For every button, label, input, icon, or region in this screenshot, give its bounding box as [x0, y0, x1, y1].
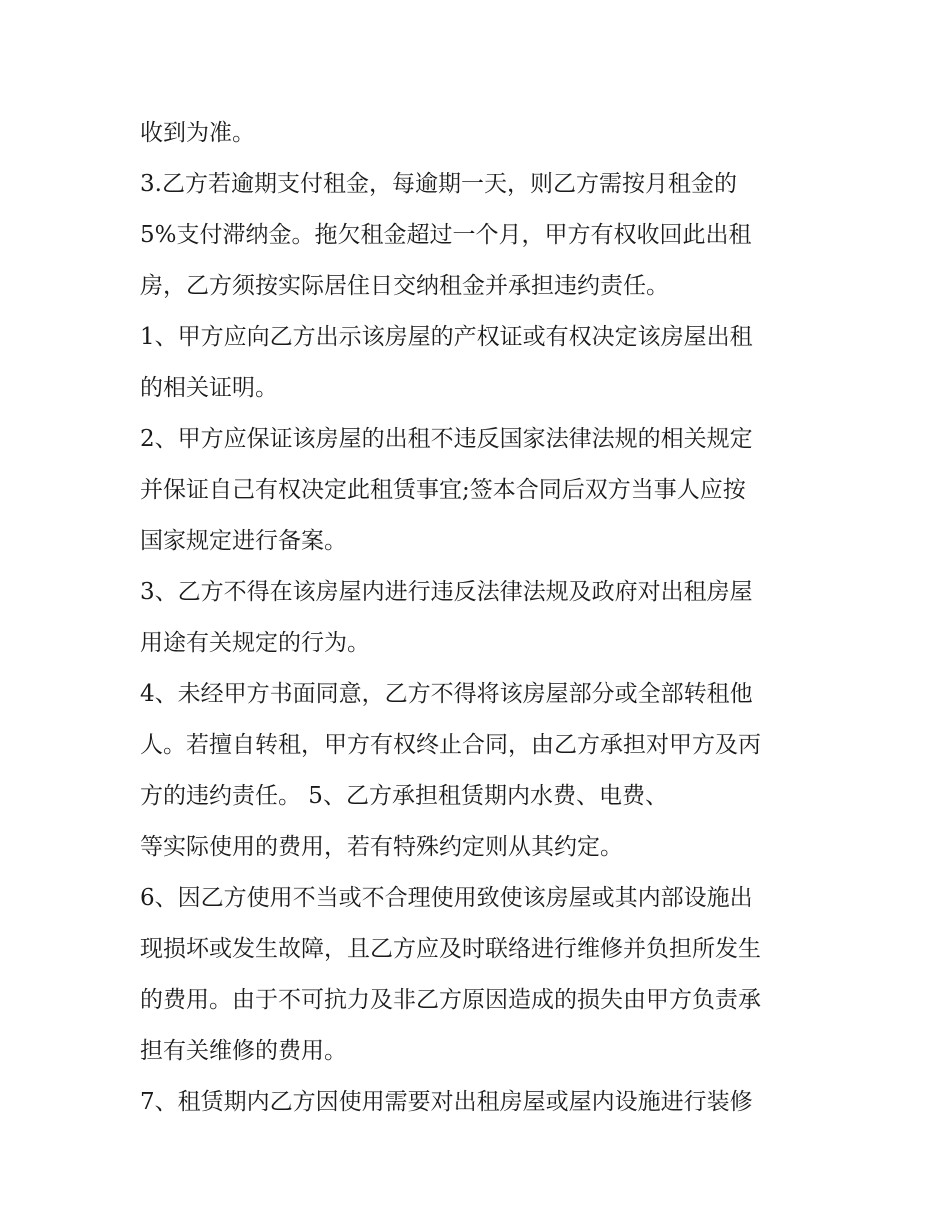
- text-line: 现损坏或发生故障，且乙方应及时联络进行维修并负担所发生: [140, 936, 761, 962]
- text-line: 6、因乙方使用不当或不合理使用致使该房屋或其内部设施出: [140, 885, 753, 911]
- text-line: 3、乙方不得在该房屋内进行违反法律法规及政府对出租房屋: [140, 579, 753, 605]
- text-line: 的费用。由于不可抗力及非乙方原因造成的损失由甲方负责承: [140, 987, 761, 1013]
- text-line: 1、甲方应向乙方出示该房屋的产权证或有权决定该房屋出租: [140, 324, 753, 350]
- text-line: 用途有关规定的行为。: [140, 630, 370, 656]
- text-line: 等实际使用的费用，若有特殊约定则从其约定。: [140, 834, 623, 860]
- text-line: 2、甲方应保证该房屋的出租不违反国家法律法规的相关规定: [140, 426, 753, 452]
- contract-text-block: [140, 108, 820, 1128]
- text-line: 房，乙方须按实际居住日交纳租金并承担违约责任。: [140, 273, 669, 299]
- text-line: 收到为准。: [140, 120, 255, 146]
- text-line: 担有关维修的费用。: [140, 1038, 347, 1064]
- text-line: 4、未经甲方书面同意，乙方不得将该房屋部分或全部转租他: [140, 681, 753, 707]
- text-line: 的相关证明。: [140, 375, 278, 401]
- text-line: 方的违约责任。 5、乙方承担租赁期内水费、电费、: [140, 783, 668, 809]
- text-line: 5%支付滞纳金。拖欠租金超过一个月，甲方有权收回此出租: [140, 222, 752, 248]
- text-line: 国家规定进行备案。: [140, 528, 347, 554]
- text-line: 人。若擅自转租，甲方有权终止合同，由乙方承担对甲方及丙: [140, 732, 761, 758]
- text-line: 并保证自己有权决定此租赁事宜;签本合同后双方当事人应按: [140, 477, 746, 503]
- text-line: 7、租赁期内乙方因使用需要对出租房屋或屋内设施进行装修: [140, 1089, 753, 1115]
- text-line: 3.乙方若逾期支付租金，每逾期一天，则乙方需按月租金的: [140, 171, 737, 197]
